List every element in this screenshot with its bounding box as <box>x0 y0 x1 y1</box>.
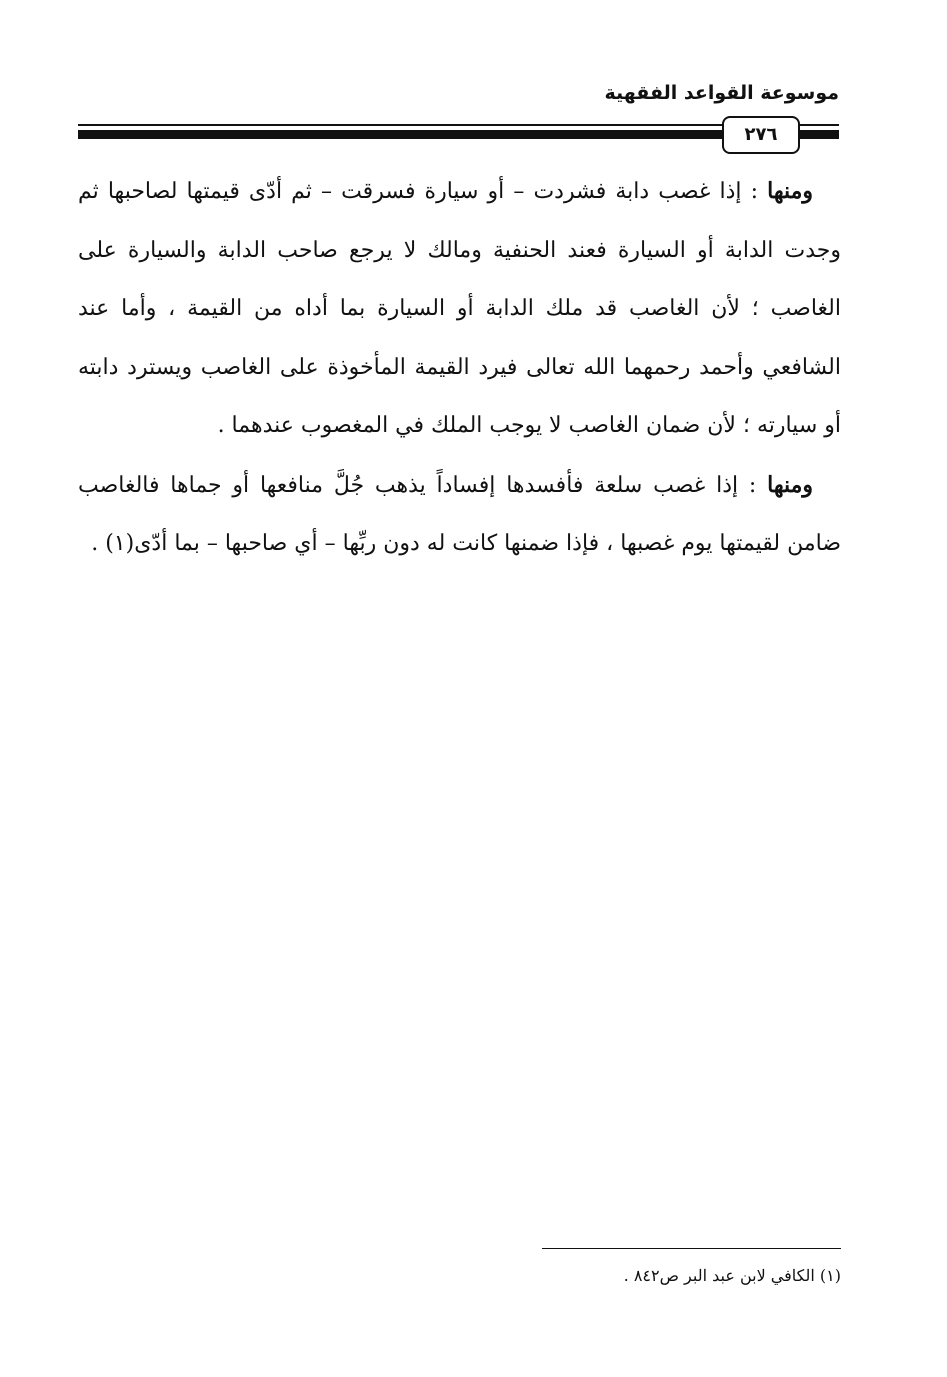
paragraph-lead: ومنها <box>767 471 813 498</box>
paragraph-lead: ومنها <box>767 178 813 204</box>
page-number-box: ٢٧٦ <box>722 116 800 154</box>
footnote: (١) الكافي لابن عبد البر ص٨٤٢ . <box>623 1266 841 1285</box>
paragraph-body: : إذا غصب سلعة فأفسدها إفساداً يذهب جُلَّ منافعها أو جماها فالغاصب ضامن لقيمتها يوم غصبها ، فإذا ضمنها كانت له دون ربِّها – أي صاحبها – بما أدّى(١) . <box>78 472 841 556</box>
paragraph-2 <box>78 456 841 574</box>
body-text <box>78 162 841 574</box>
paragraph-1 <box>78 162 841 456</box>
book-title: موسوعة القواعد الفقهية <box>604 82 839 104</box>
paragraph-body: : إذا غصب دابة فشردت – أو سيارة فسرقت – ثم أدّى قيمتها لصاحبها ثم وجدت الدابة أو السيارة فعند الحنفية ومالك لا يرجع صاحب الدابة والسيارة على الغاصب ؛ لأن الغاصب قد ملك الدابة أو السيارة بما أداه من القيمة ، وأما عند الشافعي وأحمد رحمهما الله تعالى فيرد القيمة المأخوذة على الغاصب ويسترد دابته أو سيارته ؛ لأن ضمان الغاصب لا يوجب الملك في المغصوب عندهما . <box>78 179 841 438</box>
footnote-separator <box>542 1248 841 1249</box>
